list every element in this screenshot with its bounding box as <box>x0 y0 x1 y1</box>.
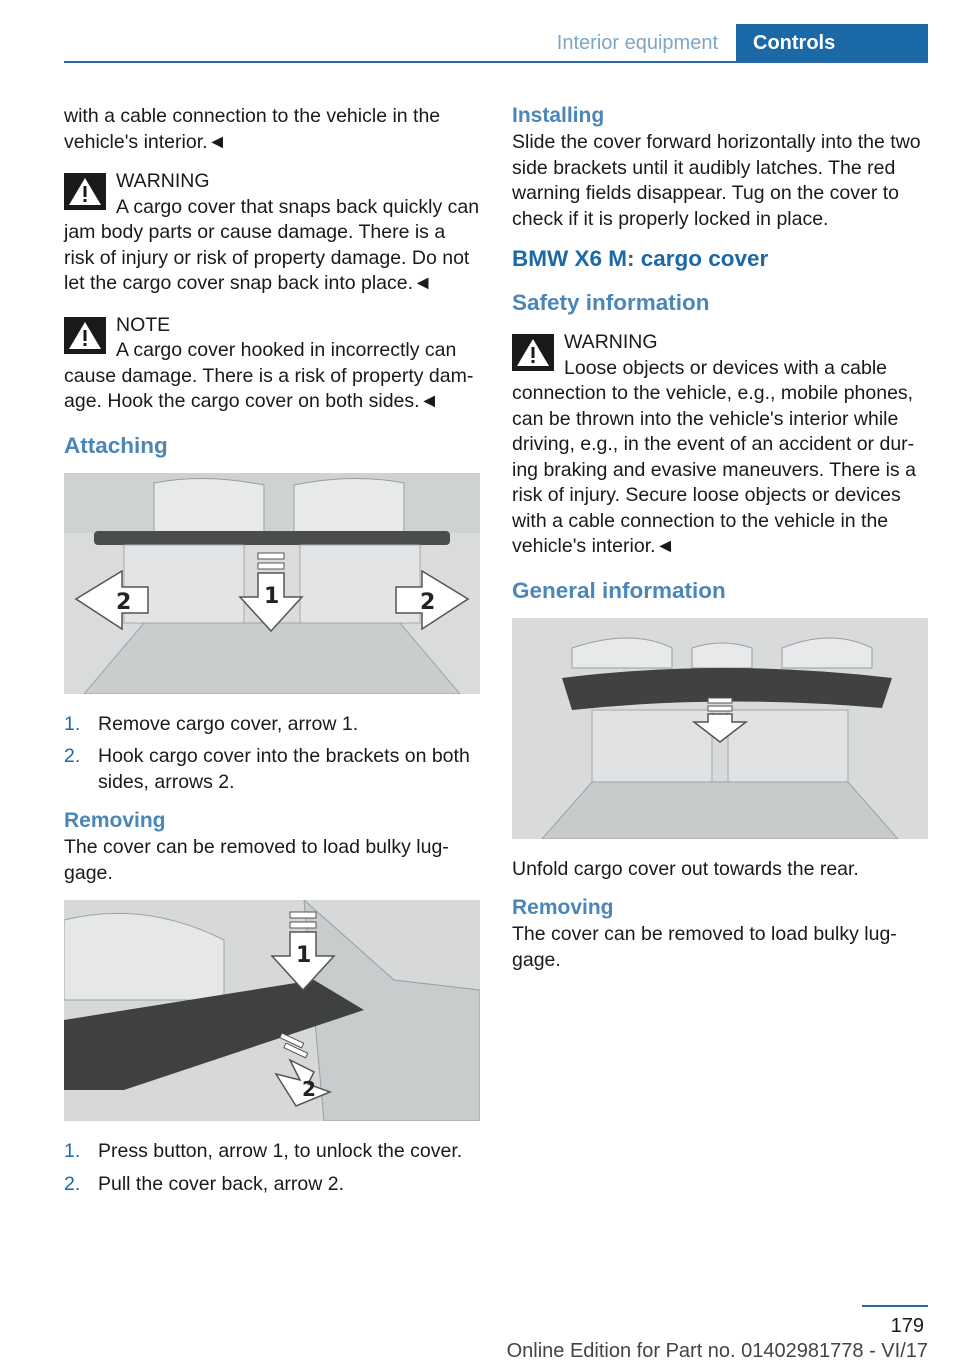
svg-text:2: 2 <box>420 589 436 615</box>
attaching-illustration <box>64 473 480 694</box>
intro-text: with a cable connection to the vehicle in the vehicle's interior.◄ <box>64 105 441 153</box>
page-number: 179 <box>890 1315 924 1337</box>
warning-notice <box>512 330 928 560</box>
svg-text:1: 1 <box>296 943 312 968</box>
svg-text:1: 1 <box>264 583 280 609</box>
list-item: 1. Remove cargo cover, arrow 1. <box>64 712 359 735</box>
section-title: BMW X6 M: cargo cover <box>512 246 769 271</box>
installing-text: Slide the cover forward horizontally into the two side brackets until it audibly latches. The red warning fields disappear. Tug on the cover to check if it is properly locked in place. <box>512 131 921 230</box>
removing-heading: Removing <box>64 809 166 832</box>
svg-text:2: 2 <box>116 589 132 615</box>
warning-icon <box>64 173 106 210</box>
list-item: 2. Pull the cover back, arrow 2. <box>64 1172 345 1195</box>
removing-heading: Removing <box>512 896 614 919</box>
header-chapter-tab: Controls <box>736 24 928 62</box>
general-illustration <box>512 618 928 839</box>
right-column <box>512 104 928 987</box>
left-column <box>64 104 480 1211</box>
warning-label: WARNING <box>116 170 210 192</box>
svg-text:2: 2 <box>302 1077 316 1101</box>
header-rule <box>64 61 928 63</box>
note-label: NOTE <box>116 313 171 336</box>
safety-heading: Safety information <box>512 290 710 315</box>
attaching-heading: Attaching <box>64 432 168 458</box>
removing-text: The cover can be removed to load bulky lug‐gage. <box>64 836 449 884</box>
warning-label: WARNING <box>564 331 658 353</box>
note-notice <box>64 313 480 415</box>
warning-text: A cargo cover that snaps back quickly can jam body parts or cause damage. There is a risk of injury or risk of property damage. Do not let the cargo cover snap back into place.◄ <box>64 195 480 294</box>
list-item: 1. Press button, arrow 1, to unlock the cover. <box>64 1140 463 1162</box>
header-section-title: Interior equipment <box>556 31 718 54</box>
removing-text: The cover can be removed to load bulky lug‐gage. <box>512 923 897 971</box>
warning-notice <box>64 169 480 297</box>
removing-illustration <box>64 900 480 1121</box>
list-item: 2. Hook cargo cover into the brackets on both sides, arrows 2. <box>64 745 470 793</box>
warning-text: Loose objects or devices with a cable connection to the vehicle, e.g., mobile phones, can be thrown into the vehicle's interior while driving, e.g., in the event of an accident or dur‐ing braking and evasive maneuvers. There is a risk of injury. Secure loose objects or devices with a cable connection to the vehicle in the vehicle's interior.◄ <box>512 356 916 557</box>
footer-edition: Online Edition for Part no. 01402981778 - VI/17 <box>506 1340 928 1362</box>
removing-steps <box>64 1139 480 1197</box>
note-text: A cargo cover hooked in incorrectly can cause damage. There is a risk of property dam‐age. Hook the cargo cover on both sides.◄ <box>64 339 474 412</box>
general-text: Unfold cargo cover out towards the rear. <box>512 857 859 880</box>
warning-icon <box>64 317 106 354</box>
page-number-rule <box>862 1305 928 1307</box>
warning-icon <box>512 334 554 371</box>
attaching-steps <box>64 712 480 796</box>
installing-heading: Installing <box>512 104 605 127</box>
general-heading: General information <box>512 577 726 603</box>
